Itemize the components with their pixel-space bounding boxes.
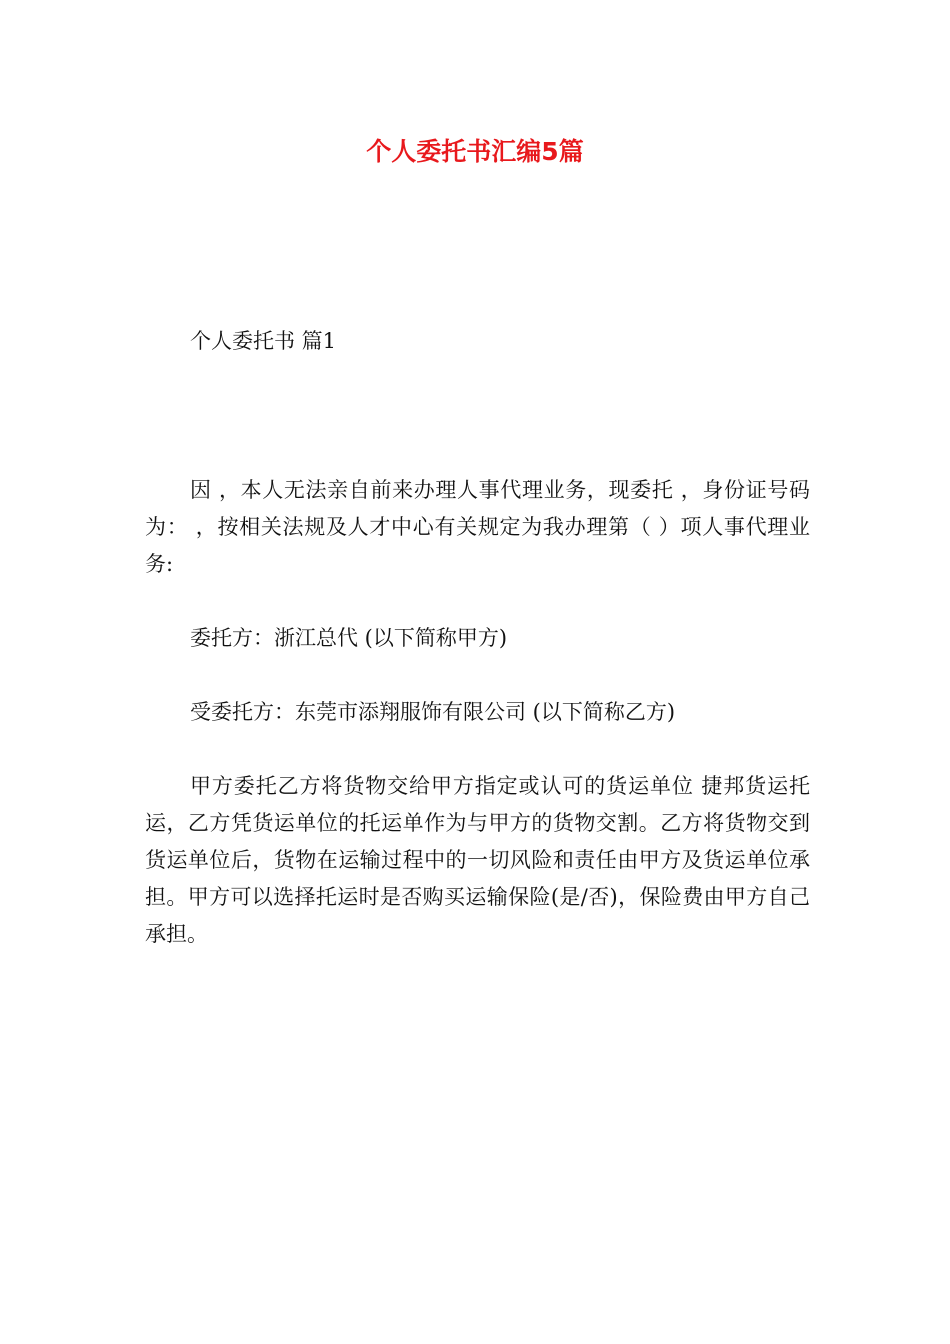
section-heading: 个人委托书 篇1 (190, 329, 337, 353)
paragraph-agent: 受委托方：东莞市添翔服饰有限公司 (以下简称乙方) (190, 700, 676, 724)
paragraph-principal: 委托方：浙江总代 (以下简称甲方) (190, 626, 508, 650)
paragraph-shipping-terms: 甲方委托乙方将货物交给甲方指定或认可的货运单位 捷邦货运托运，乙方凭货运单位的托运单作为与甲方的货物交割。乙方将货物交到货运单位后，货物在运输过程中的一切风险和责任由甲方及货运单位承担。甲方可以选择托运时是否购买运输保险(是/否)，保险费由甲方自己承担。 (145, 774, 810, 946)
document-title: 个人委托书汇编5篇 (366, 137, 584, 166)
document-body (145, 472, 810, 990)
paragraph-entrust-statement: 因 ，本人无法亲自前来办理人事代理业务，现委托 ，身份证号码为： ，按相关法规及人才中心有关规定为我办理第（ ）项人事代理业务: (145, 478, 810, 576)
